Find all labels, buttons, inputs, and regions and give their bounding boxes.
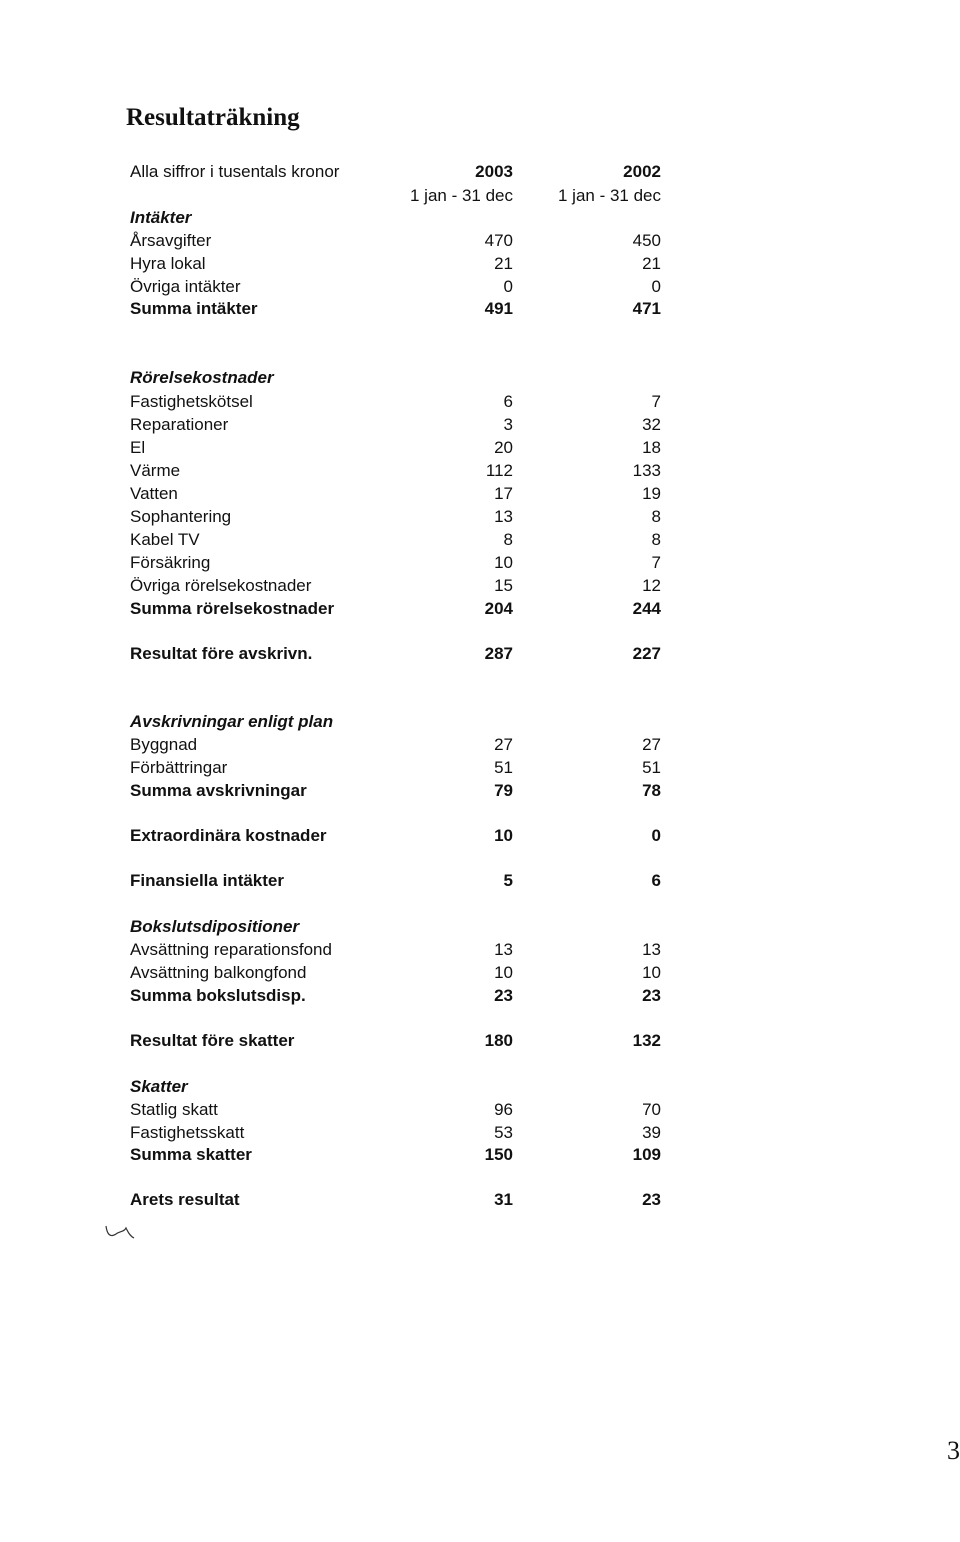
row-label: Avskrivningar enligt plan	[130, 712, 334, 731]
row-label: Övriga intäkter	[130, 277, 241, 296]
row-label: Intäkter	[130, 208, 192, 227]
value-2002: 450	[632, 231, 661, 250]
line-item-row	[130, 757, 670, 779]
result-row	[130, 825, 670, 847]
row-label: Summa avskrivningar	[130, 781, 307, 800]
row-label: Kabel TV	[130, 530, 200, 549]
value-2003: 21	[494, 254, 513, 273]
value-2002: 0	[651, 826, 661, 845]
value-2002: 27	[642, 735, 661, 754]
row-label: Vatten	[130, 484, 178, 503]
row-label: Fastighetskötsel	[130, 392, 253, 411]
header-year-row	[130, 161, 670, 183]
value-2002: 23	[642, 986, 661, 1005]
section-heading-row	[130, 916, 670, 938]
row-label: Värme	[130, 461, 181, 480]
line-item-row	[130, 734, 670, 756]
row-label: Arets resultat	[130, 1190, 240, 1209]
row-label: El	[130, 438, 146, 457]
value-2002: 7	[651, 392, 661, 411]
section-heading-row	[130, 711, 670, 733]
value-2003: 0	[503, 277, 513, 296]
row-label: Rörelsekostnader	[130, 368, 274, 387]
row-label: Sophantering	[130, 507, 232, 526]
value-2002: 8	[651, 507, 661, 526]
value-2003: 8	[503, 530, 513, 549]
result-row	[130, 1030, 670, 1052]
subtotal-row	[130, 1144, 670, 1166]
value-2002: 0	[651, 277, 661, 296]
value-2003: 20	[494, 438, 513, 457]
value-2002: 244	[632, 599, 661, 618]
row-label: Bokslutsdipositioner	[130, 917, 300, 936]
value-2003: 13	[494, 507, 513, 526]
value-2002: 132	[632, 1031, 661, 1050]
row-label: Summa bokslutsdisp.	[130, 986, 306, 1005]
row-label: Resultat före avskrivn.	[130, 644, 313, 663]
result-row	[130, 643, 670, 665]
row-label: Summa intäkter	[130, 299, 258, 318]
row-label: Försäkring	[130, 553, 211, 572]
value-2002: 18	[642, 438, 661, 457]
value-2003: 112	[485, 461, 513, 480]
row-label: Skatter	[130, 1077, 188, 1096]
value-2003: 10	[494, 553, 513, 572]
value-2002: 32	[642, 415, 661, 434]
line-item-row	[130, 962, 670, 984]
header-period-row	[130, 185, 670, 207]
line-item-row	[130, 253, 670, 275]
value-2003: 3	[503, 415, 513, 434]
page-title: Resultaträkning	[126, 104, 300, 131]
year-2002: 2002	[623, 162, 661, 181]
row-label: Summa skatter	[130, 1145, 252, 1164]
line-item-row	[130, 529, 670, 551]
value-2003: 150	[484, 1145, 513, 1164]
subtotal-row	[130, 298, 670, 320]
value-2003: 6	[503, 392, 513, 411]
value-2002: 471	[632, 299, 661, 318]
line-item-row	[130, 939, 670, 961]
value-2002: 109	[632, 1145, 661, 1164]
section-heading-row	[130, 207, 670, 229]
period-2002: 1 jan - 31 dec	[557, 186, 661, 205]
value-2003: 15	[494, 576, 513, 595]
row-label: Avsättning reparationsfond	[130, 940, 332, 959]
value-2003: 204	[484, 599, 513, 618]
line-item-row	[130, 506, 670, 528]
value-2002: 21	[642, 254, 661, 273]
line-item-row	[130, 276, 670, 298]
value-2003: 96	[494, 1100, 513, 1119]
value-2002: 12	[642, 576, 661, 595]
row-label: Reparationer	[130, 415, 229, 434]
value-2003: 491	[484, 299, 513, 318]
value-2002: 51	[642, 758, 661, 777]
value-2002: 10	[642, 963, 661, 982]
value-2003: 53	[494, 1123, 513, 1142]
value-2003: 13	[494, 940, 513, 959]
value-2002: 39	[642, 1123, 661, 1142]
value-2002: 7	[651, 553, 661, 572]
value-2003: 27	[494, 735, 513, 754]
row-label: Förbättringar	[130, 758, 228, 777]
page-number: 3	[947, 1436, 960, 1465]
value-2002: 6	[651, 871, 661, 890]
value-2003: 17	[494, 484, 513, 503]
value-2003: 23	[494, 986, 513, 1005]
section-heading-row	[130, 1076, 670, 1098]
row-label: Statlig skatt	[130, 1100, 218, 1119]
line-item-row	[130, 483, 670, 505]
line-item-row	[130, 437, 670, 459]
line-item-row	[130, 552, 670, 574]
value-2003: 10	[494, 826, 513, 845]
line-item-row	[130, 414, 670, 436]
currency-note: Alla siffror i tusentals kronor	[130, 162, 340, 181]
value-2003: 180	[484, 1031, 513, 1050]
line-item-row	[130, 460, 670, 482]
value-2002: 227	[632, 644, 661, 663]
period-2003: 1 jan - 31 dec	[409, 186, 513, 205]
value-2002: 78	[642, 781, 661, 800]
value-2002: 8	[651, 530, 661, 549]
result-row	[130, 1189, 670, 1211]
line-item-row	[130, 575, 670, 597]
row-label: Finansiella intäkter	[130, 871, 284, 890]
value-2002: 70	[642, 1100, 661, 1119]
value-2003: 51	[494, 758, 513, 777]
line-item-row	[130, 1122, 670, 1144]
result-row	[130, 870, 670, 892]
value-2003: 31	[494, 1190, 513, 1209]
row-label: Extraordinära kostnader	[130, 826, 327, 845]
value-2003: 287	[484, 644, 513, 663]
value-2003: 5	[503, 871, 513, 890]
value-2002: 133	[632, 461, 661, 480]
value-2003: 470	[484, 231, 513, 250]
line-item-row	[130, 1099, 670, 1121]
row-label: Hyra lokal	[130, 254, 206, 273]
subtotal-row	[130, 985, 670, 1007]
subtotal-row	[130, 780, 670, 802]
subtotal-row	[130, 598, 670, 620]
value-2003: 79	[494, 781, 513, 800]
handwritten-mark-icon	[104, 1222, 154, 1242]
row-label: Övriga rörelsekostnader	[130, 576, 312, 595]
row-label: Årsavgifter	[130, 231, 212, 250]
year-2003: 2003	[475, 162, 513, 181]
value-2003: 10	[494, 963, 513, 982]
value-2002: 19	[642, 484, 661, 503]
row-label: Summa rörelsekostnader	[130, 599, 335, 618]
line-item-row	[130, 391, 670, 413]
row-label: Resultat före skatter	[130, 1031, 295, 1050]
value-2002: 23	[642, 1190, 661, 1209]
row-label: Avsättning balkongfond	[130, 963, 307, 982]
row-label: Byggnad	[130, 735, 198, 754]
row-label: Fastighetsskatt	[130, 1123, 245, 1142]
section-heading-row	[130, 367, 670, 389]
line-item-row	[130, 230, 670, 252]
value-2002: 13	[642, 940, 661, 959]
